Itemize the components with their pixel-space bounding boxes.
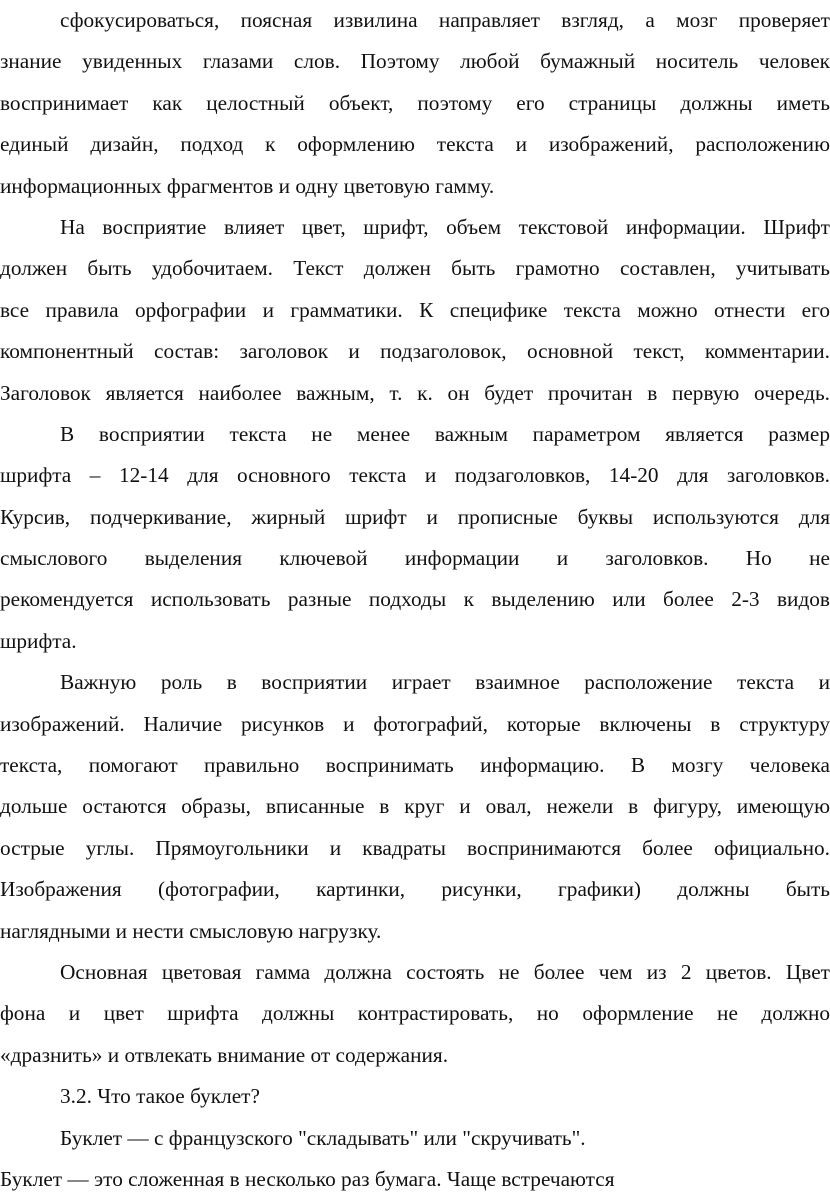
text-line: знание увиденных глазами слов. Поэтому любой бумажный носитель человек <box>0 49 830 74</box>
paragraph <box>0 1076 830 1117</box>
text-line: единый дизайн, подход к оформлению текста и изображений, расположению <box>0 132 830 157</box>
text-line: компонентный состав: заголовок и подзаголовок, основной текст, комментарии. <box>0 339 830 364</box>
text-line: изображений. Наличие рисунков и фотографий, которые включены в структуру <box>0 711 830 736</box>
paragraph <box>0 1118 830 1159</box>
paragraph <box>0 662 830 952</box>
text-line: фона и цвет шрифта должны контрастировать, но оформление не должно <box>0 1001 830 1026</box>
text-line: рекомендуется использовать разные подходы к выделению или более 2-3 видов <box>0 587 830 612</box>
text-line: Курсив, подчеркивание, жирный шрифт и прописные буквы используются для <box>0 504 830 529</box>
paragraph <box>0 207 830 414</box>
text-line: наглядными и нести смысловую нагрузку. <box>0 918 382 943</box>
text-line: шрифта. <box>0 628 77 653</box>
paragraph <box>0 1159 830 1200</box>
paragraph <box>0 952 830 1076</box>
text-line: На восприятие влияет цвет, шрифт, объем текстовой информации. Шрифт <box>60 214 830 239</box>
text-line: Важную роль в восприятии играет взаимное расположение текста и <box>60 670 830 695</box>
text-line: Основная цветовая гамма должна состоять не более чем из 2 цветов. Цвет <box>60 959 830 984</box>
text-line: текста, помогают правильно воспринимать информацию. В мозгу человека <box>0 753 830 778</box>
text-line: Изображения (фотографии, картинки, рисунки, графики) должны быть <box>0 877 830 902</box>
text-line: все правила орфографии и грамматики. К специфике текста можно отнести его <box>0 297 830 322</box>
text-line: Буклет — с французского "складывать" или "скручивать". <box>60 1125 586 1150</box>
text-line: 3.2. Что такое буклет? <box>60 1084 260 1109</box>
text-line: «дразнить» и отвлекать внимание от содержания. <box>0 1042 449 1067</box>
text-line: воспринимает как целостный объект, поэтому его страницы должны иметь <box>0 90 830 115</box>
text-line: должен быть удобочитаем. Текст должен быть грамотно составлен, учитывать <box>0 256 830 281</box>
text-line: В восприятии текста не менее важным параметром является размер <box>60 421 830 446</box>
text-line: информационных фрагментов и одну цветовую гамму. <box>0 173 495 198</box>
text-line: шрифта – 12-14 для основного текста и подзаголовков, 14-20 для заголовков. <box>0 463 830 488</box>
text-line: острые углы. Прямоугольники и квадраты воспринимаются более официально. <box>0 835 830 860</box>
text-line: смыслового выделения ключевой информации и заголовков. Но не <box>0 546 830 571</box>
text-line: дольше остаются образы, вписанные в круг и овал, нежели в фигуру, имеющую <box>0 794 830 819</box>
text-line: Заголовок является наиболее важным, т. к. он будет прочитан в первую очередь. <box>0 380 830 405</box>
paragraph <box>0 414 830 662</box>
text-line: Буклет — это сложенная в несколько раз бумага. Чаще встречаются <box>0 1166 615 1191</box>
text-line: сфокусироваться, поясная извилина направляет взгляд, а мозг проверяет <box>60 8 830 32</box>
paragraph <box>0 0 830 207</box>
